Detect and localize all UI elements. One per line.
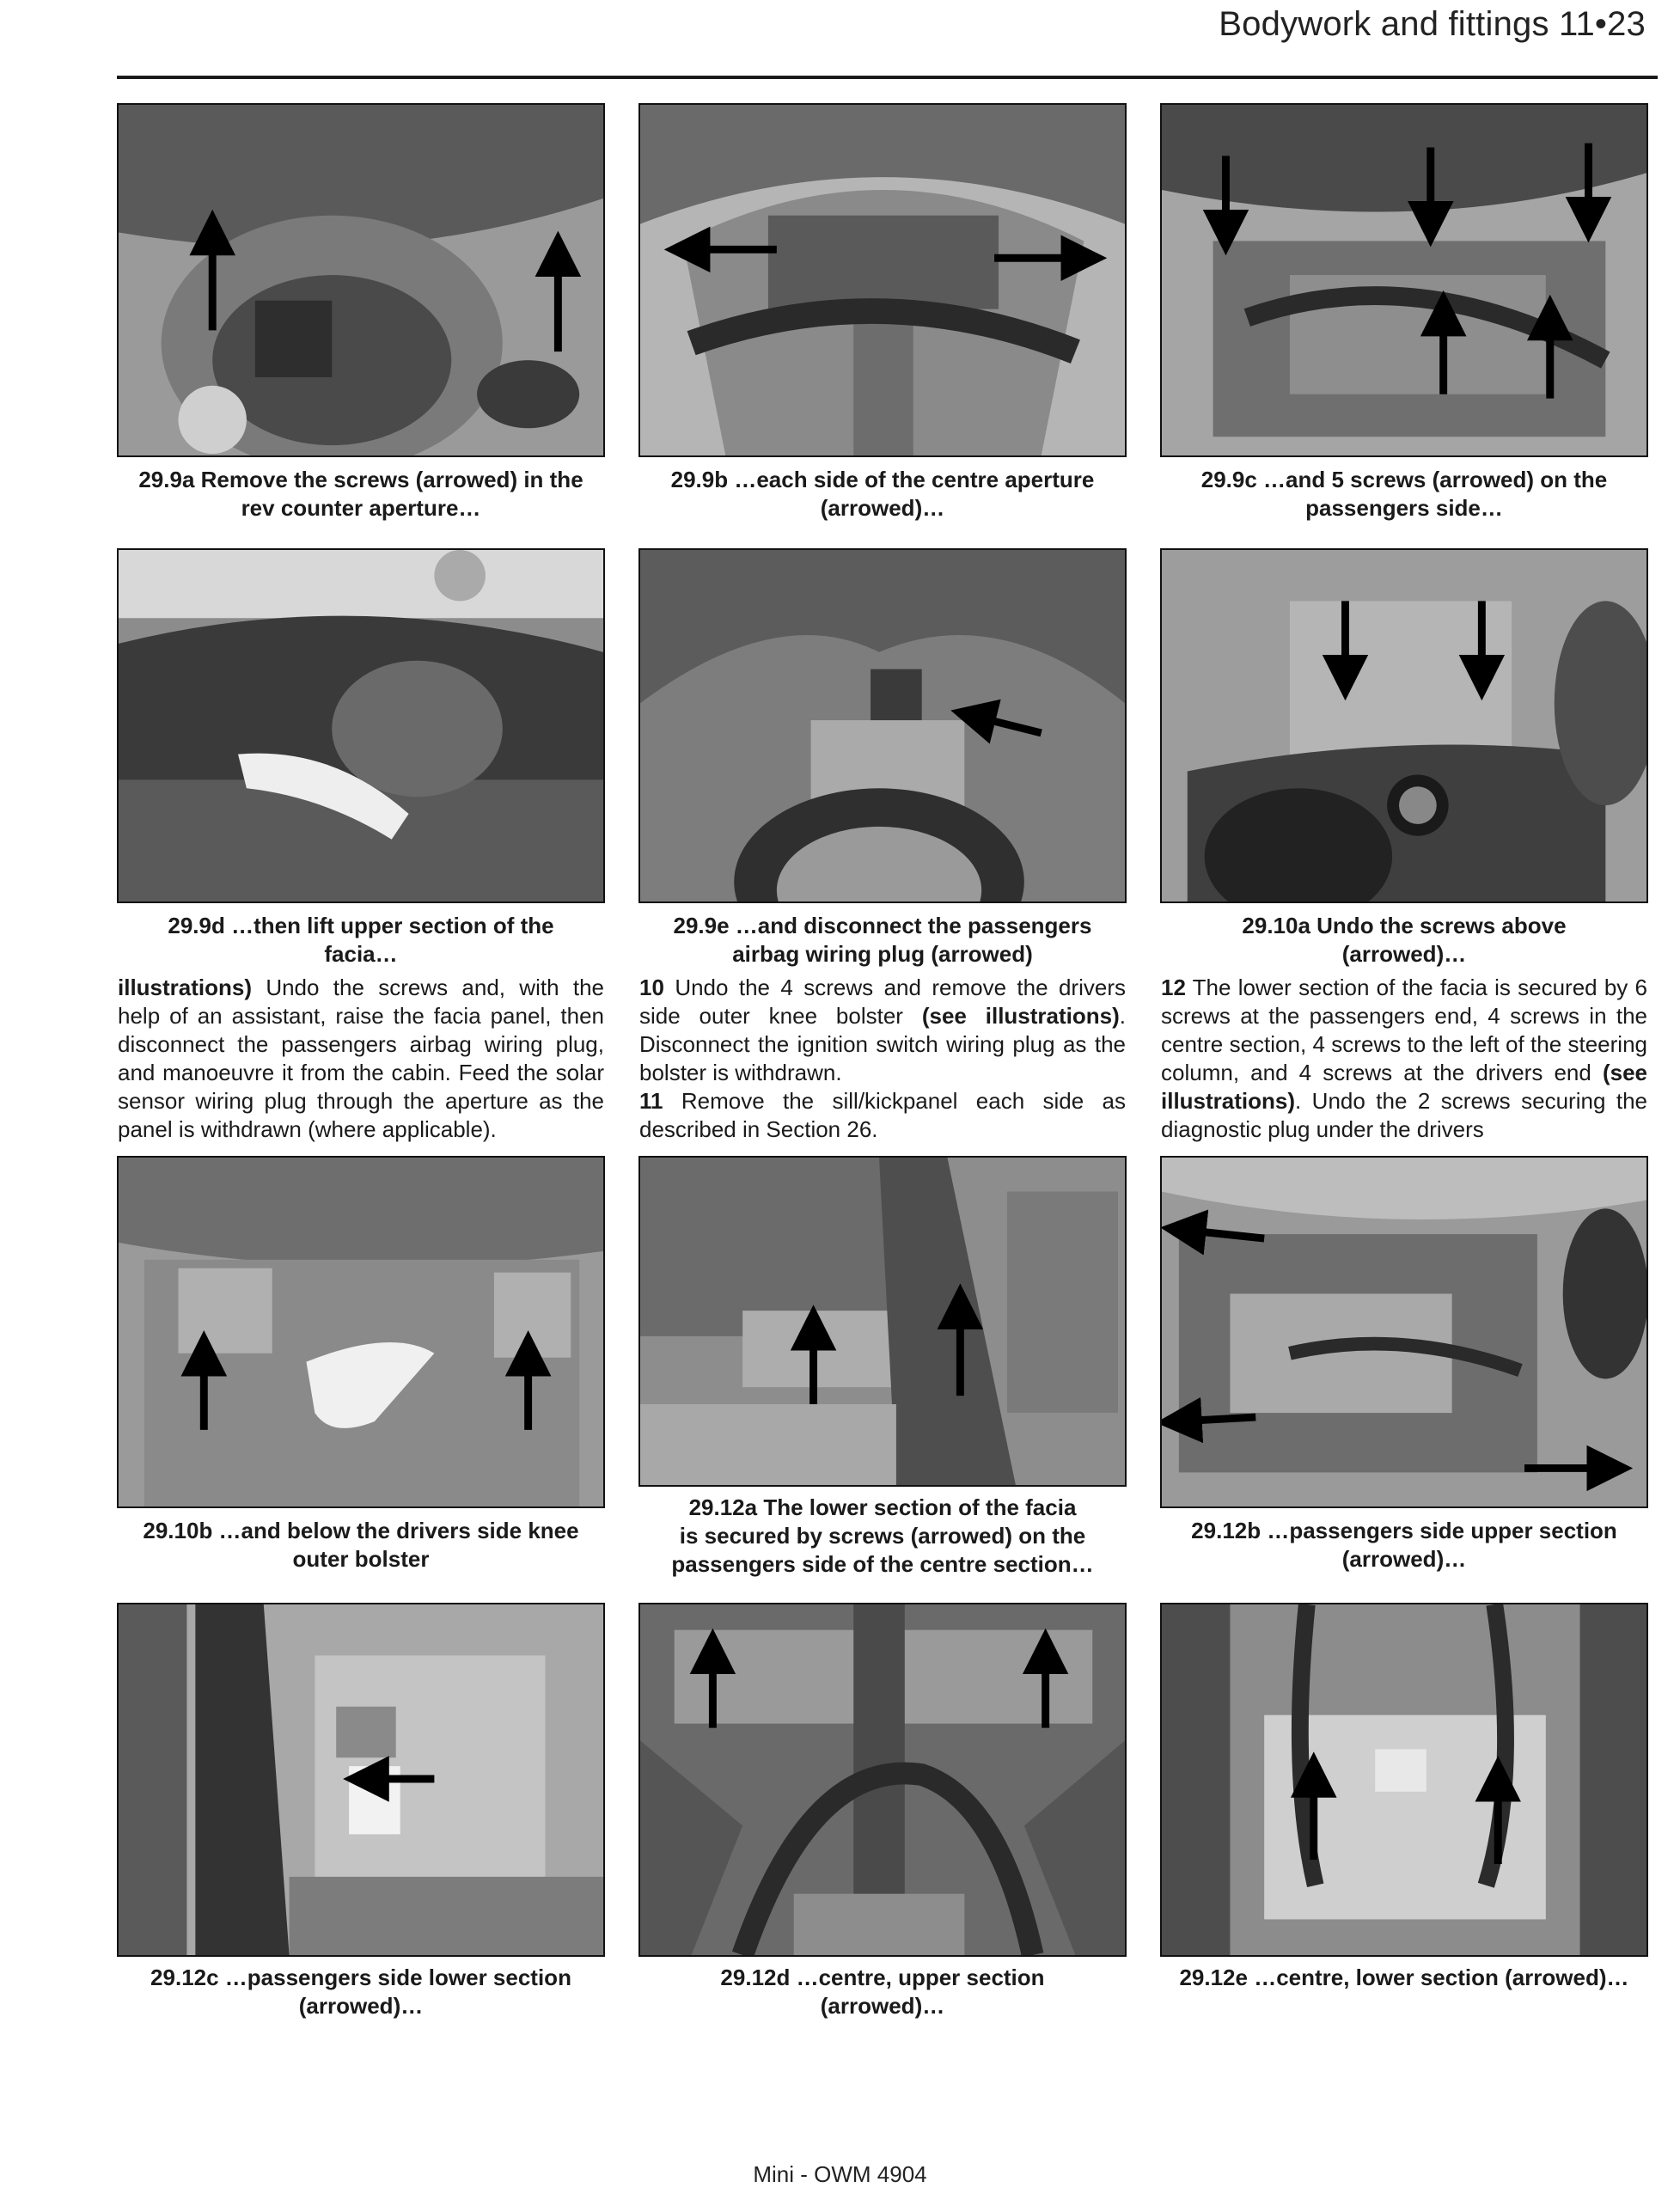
photo-29-10b — [117, 1156, 605, 1508]
figure-caption — [118, 1517, 604, 1574]
caption-line: passengers side of the centre section… — [671, 1551, 1094, 1577]
photo-29-9c — [1160, 103, 1648, 457]
body-text-column-2 — [639, 974, 1126, 1144]
caption-line: (arrowed)… — [1341, 941, 1467, 967]
figure-caption — [639, 466, 1126, 522]
caption-line: 29.9c …and 5 screws (arrowed) on the — [1200, 467, 1608, 492]
caption-line: 29.12d …centre, upper section — [720, 1965, 1045, 1990]
photo-29-12b — [1160, 1156, 1648, 1508]
photo-29-9b — [638, 103, 1127, 457]
paragraph-text: The lower section of the facia is secured by 6 screws at the passengers end, 4 screws in the centre section, 4 screws to the left of the steering column, and 4 screws at the drivers end — [1161, 975, 1647, 1085]
caption-line: 29.12b …passengers side upper section — [1191, 1518, 1617, 1543]
caption-line: (arrowed)… — [298, 1993, 424, 2019]
paragraph-number: 10 — [639, 975, 664, 1000]
photo-29-9d — [117, 548, 605, 903]
figure-caption — [639, 1964, 1126, 2020]
photo-29-10a — [1160, 548, 1648, 903]
figure-caption — [1161, 912, 1647, 969]
paragraph-text: Undo the screws and, with the help of an assistant, raise the facia panel, then disconnect the passengers airbag wiring plug, and manoeuvre it from the cabin. Feed the solar sensor wiring plug through the aperture as the panel is withdrawn (where applicable). — [118, 975, 604, 1142]
caption-line: is secured by screws (arrowed) on the — [679, 1523, 1086, 1549]
caption-line: passengers side… — [1305, 495, 1503, 521]
figure-caption — [118, 912, 604, 969]
caption-line: 29.9a Remove the screws (arrowed) in the — [138, 467, 583, 492]
photo-29-9a — [117, 103, 605, 457]
bold-lead: illustrations) — [118, 975, 253, 1000]
figure-caption — [1161, 1964, 1647, 1992]
caption-line: 29.9d …then lift upper section of the — [168, 913, 554, 938]
figure-caption — [1161, 1517, 1647, 1574]
caption-line: 29.12c …passengers side lower section — [150, 1965, 571, 1990]
figure-caption — [639, 1494, 1126, 1579]
caption-line: (arrowed)… — [1341, 1546, 1467, 1572]
caption-line: 29.12a The lower section of the facia — [688, 1494, 1077, 1520]
paragraph-text: Remove the sill/kickpanel each side as described in Section 26. — [639, 1088, 1126, 1142]
paragraph-number: 12 — [1161, 975, 1186, 1000]
paragraph — [118, 974, 604, 1144]
photo-29-12d — [638, 1603, 1127, 1957]
figure-caption — [639, 912, 1126, 969]
paragraph-11 — [639, 1087, 1126, 1144]
page-footer: Mini - OWM 4904 — [753, 2161, 927, 2187]
figure-caption — [1161, 466, 1647, 522]
caption-line: rev counter aperture… — [241, 495, 481, 521]
caption-line: 29.9b …each side of the centre aperture — [670, 467, 1095, 492]
paragraph-number: 11 — [639, 1088, 663, 1114]
caption-line: 29.9e …and disconnect the passengers — [673, 913, 1092, 938]
photo-29-12e — [1160, 1603, 1648, 1957]
photo-29-12a — [638, 1156, 1127, 1487]
caption-line: 29.10b …and below the drivers side knee — [143, 1518, 579, 1543]
page-header-title: Bodywork and fittings 11•23 — [1219, 5, 1646, 43]
caption-line: airbag wiring plug (arrowed) — [732, 941, 1033, 967]
caption-line: outer bolster — [292, 1546, 430, 1572]
paragraph-text: . Undo the 2 screws securing the diagnostic plug under the drivers — [1161, 1088, 1647, 1142]
caption-line: 29.10a Undo the screws above — [1242, 913, 1567, 938]
see-illustrations: (see illustrations) — [1161, 1060, 1647, 1114]
paragraph-text: Undo the 4 screws and remove the drivers side outer knee bolster — [639, 975, 1126, 1029]
paragraph-12 — [1161, 974, 1647, 1144]
photo-29-9e — [638, 548, 1127, 903]
figure-caption — [118, 466, 604, 522]
body-text-column-1 — [118, 974, 604, 1144]
caption-line: (arrowed)… — [820, 1993, 945, 2019]
see-illustrations: (see illustrations) — [921, 1003, 1120, 1029]
caption-line: (arrowed)… — [820, 495, 945, 521]
header-rule — [117, 76, 1658, 79]
caption-line: facia… — [324, 941, 398, 967]
caption-line: 29.12e …centre, lower section (arrowed)… — [1179, 1965, 1629, 1990]
paragraph-text: . Disconnect the ignition switch wiring plug as the bolster is withdrawn. — [639, 1003, 1126, 1085]
body-text-column-3 — [1161, 974, 1647, 1144]
photo-29-12c — [117, 1603, 605, 1957]
paragraph-10 — [639, 974, 1126, 1087]
figure-caption — [118, 1964, 604, 2020]
